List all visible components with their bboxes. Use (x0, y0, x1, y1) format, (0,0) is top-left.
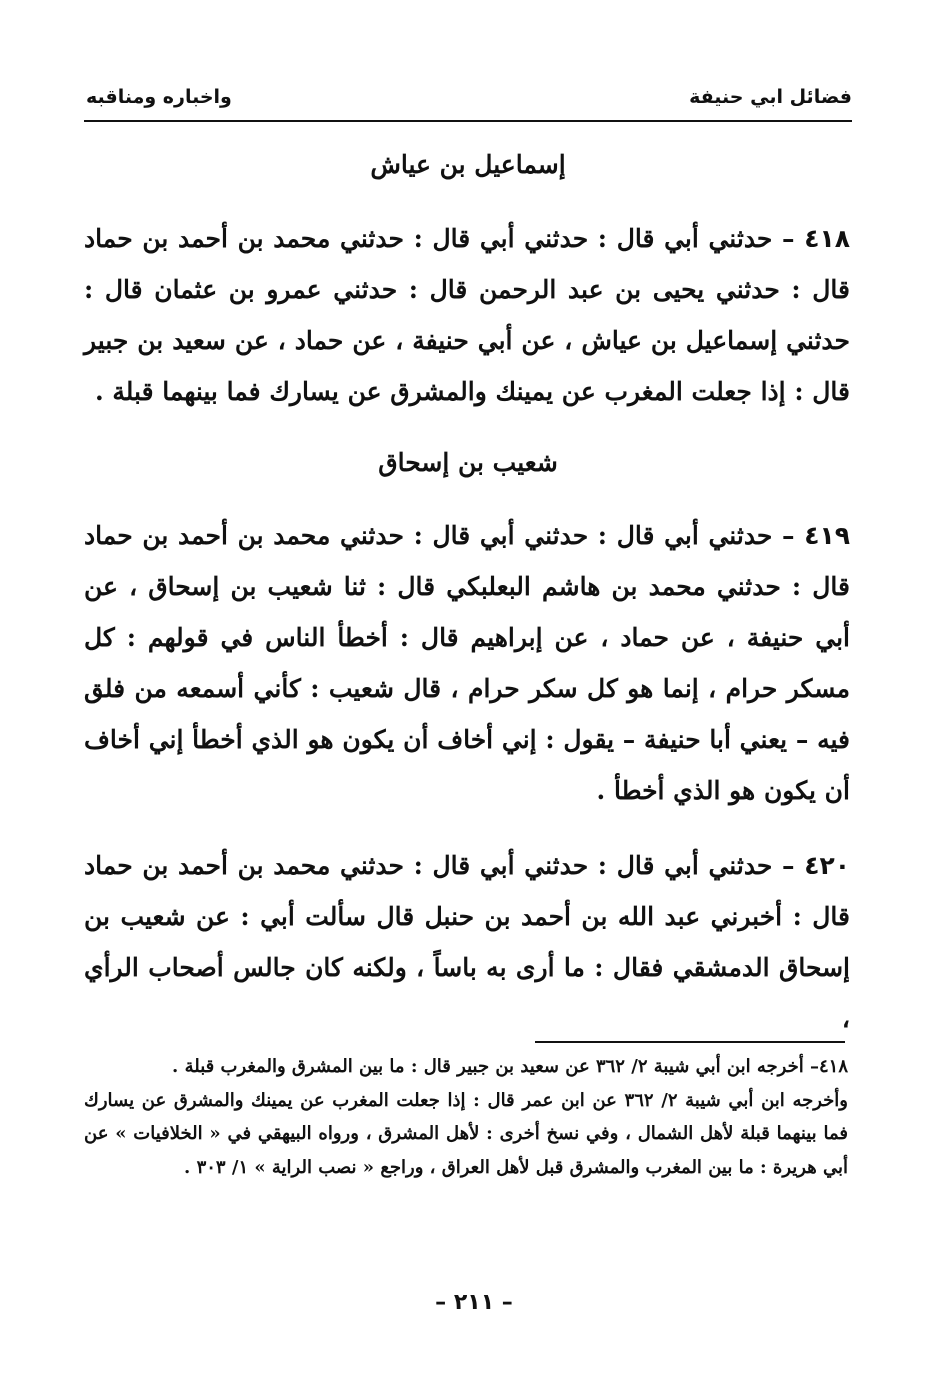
entry-419 (84, 510, 850, 816)
entry-text: – حدثني أبي قال : حدثني أبي قال : حدثني محمد بن أحمد بن حماد قال : حدثني يحيى بن عبد الرحمن قال : حدثني عمرو بن عثمان قال : حدثني إسماعيل بن عياش ، عن أبي حنيفة ، عن حماد ، عن سعيد بن جبير قال : إذا جعلت المغرب عن يمينك والمشرق عن يسارك فما بينهما قبلة . (84, 224, 850, 406)
entry-number: ٤٢٠ (804, 851, 850, 880)
footnote-rule (535, 1041, 845, 1043)
footnote-418: ٤١٨– أخرجه ابن أبي شيبة ٢/ ٣٦٢ عن سعيد بن جبير قال : ما بين المشرق والمغرب قبلة . (172, 1056, 848, 1077)
entry-420 (84, 840, 850, 1044)
page-number: – ٢١١ – (435, 1290, 513, 1315)
book-title: فضائل ابي حنيفة (689, 86, 852, 108)
section-title-ismail: إسماعيل بن عياش (370, 150, 566, 179)
footnote-418-continued: وأخرجه ابن أبي شيبة ٢/ ٣٦٢ عن ابن عمر قال : إذا جعلت المغرب عن يمينك والمشرق عن يسارك فما بينهما قبلة لأهل الشمال ، وفي نسخ أخرى : لأهل المشرق ، ورواه البيهقي في « الخلافيات » عن أبي هريرة : ما بين المغرب والمشرق قبل لأهل العراق ، وراجع « نصب الراية » ١/ ٣٠٣ . (84, 1089, 848, 1178)
running-header (86, 86, 852, 116)
section-title-shuayb: شعيب بن إسحاق (378, 448, 558, 477)
entry-text: – حدثني أبي قال : حدثني أبي قال : حدثني محمد بن أحمد بن حماد قال : حدثني محمد بن هاشم البعلبكي قال : ثنا شعيب بن إسحاق ، عن أبي حنيفة ، عن حماد ، عن إبراهيم قال : أخطأ الناس في قولهم : كل مسكر حرام ، إنما هو كل سكر حرام ، قال شعيب : كأني أسمعه من فلق فيه – يعني أبا حنيفة – يقول : إني أخاف أن يكون هو الذي أخطأ إني أخاف أن يكون هو الذي أخطأ . (84, 521, 851, 805)
footnotes (84, 1050, 848, 1184)
entry-text: – حدثني أبي قال : حدثني أبي قال : حدثني محمد بن أحمد بن حماد قال : أخبرني عبد الله بن أحمد بن حنبل قال سألت أبي : عن شعيب بن إسحاق الدمشقي فقال : ما أرى به باساً ، ولكنه كان جالس أصحاب الرأي ، (84, 851, 850, 1033)
entry-number: ٤١٨ (804, 224, 850, 253)
entry-418 (84, 213, 850, 417)
entry-number: ٤١٩ (804, 521, 850, 550)
header-rule (84, 120, 852, 122)
book-subtitle: واخباره ومناقبه (86, 86, 232, 108)
